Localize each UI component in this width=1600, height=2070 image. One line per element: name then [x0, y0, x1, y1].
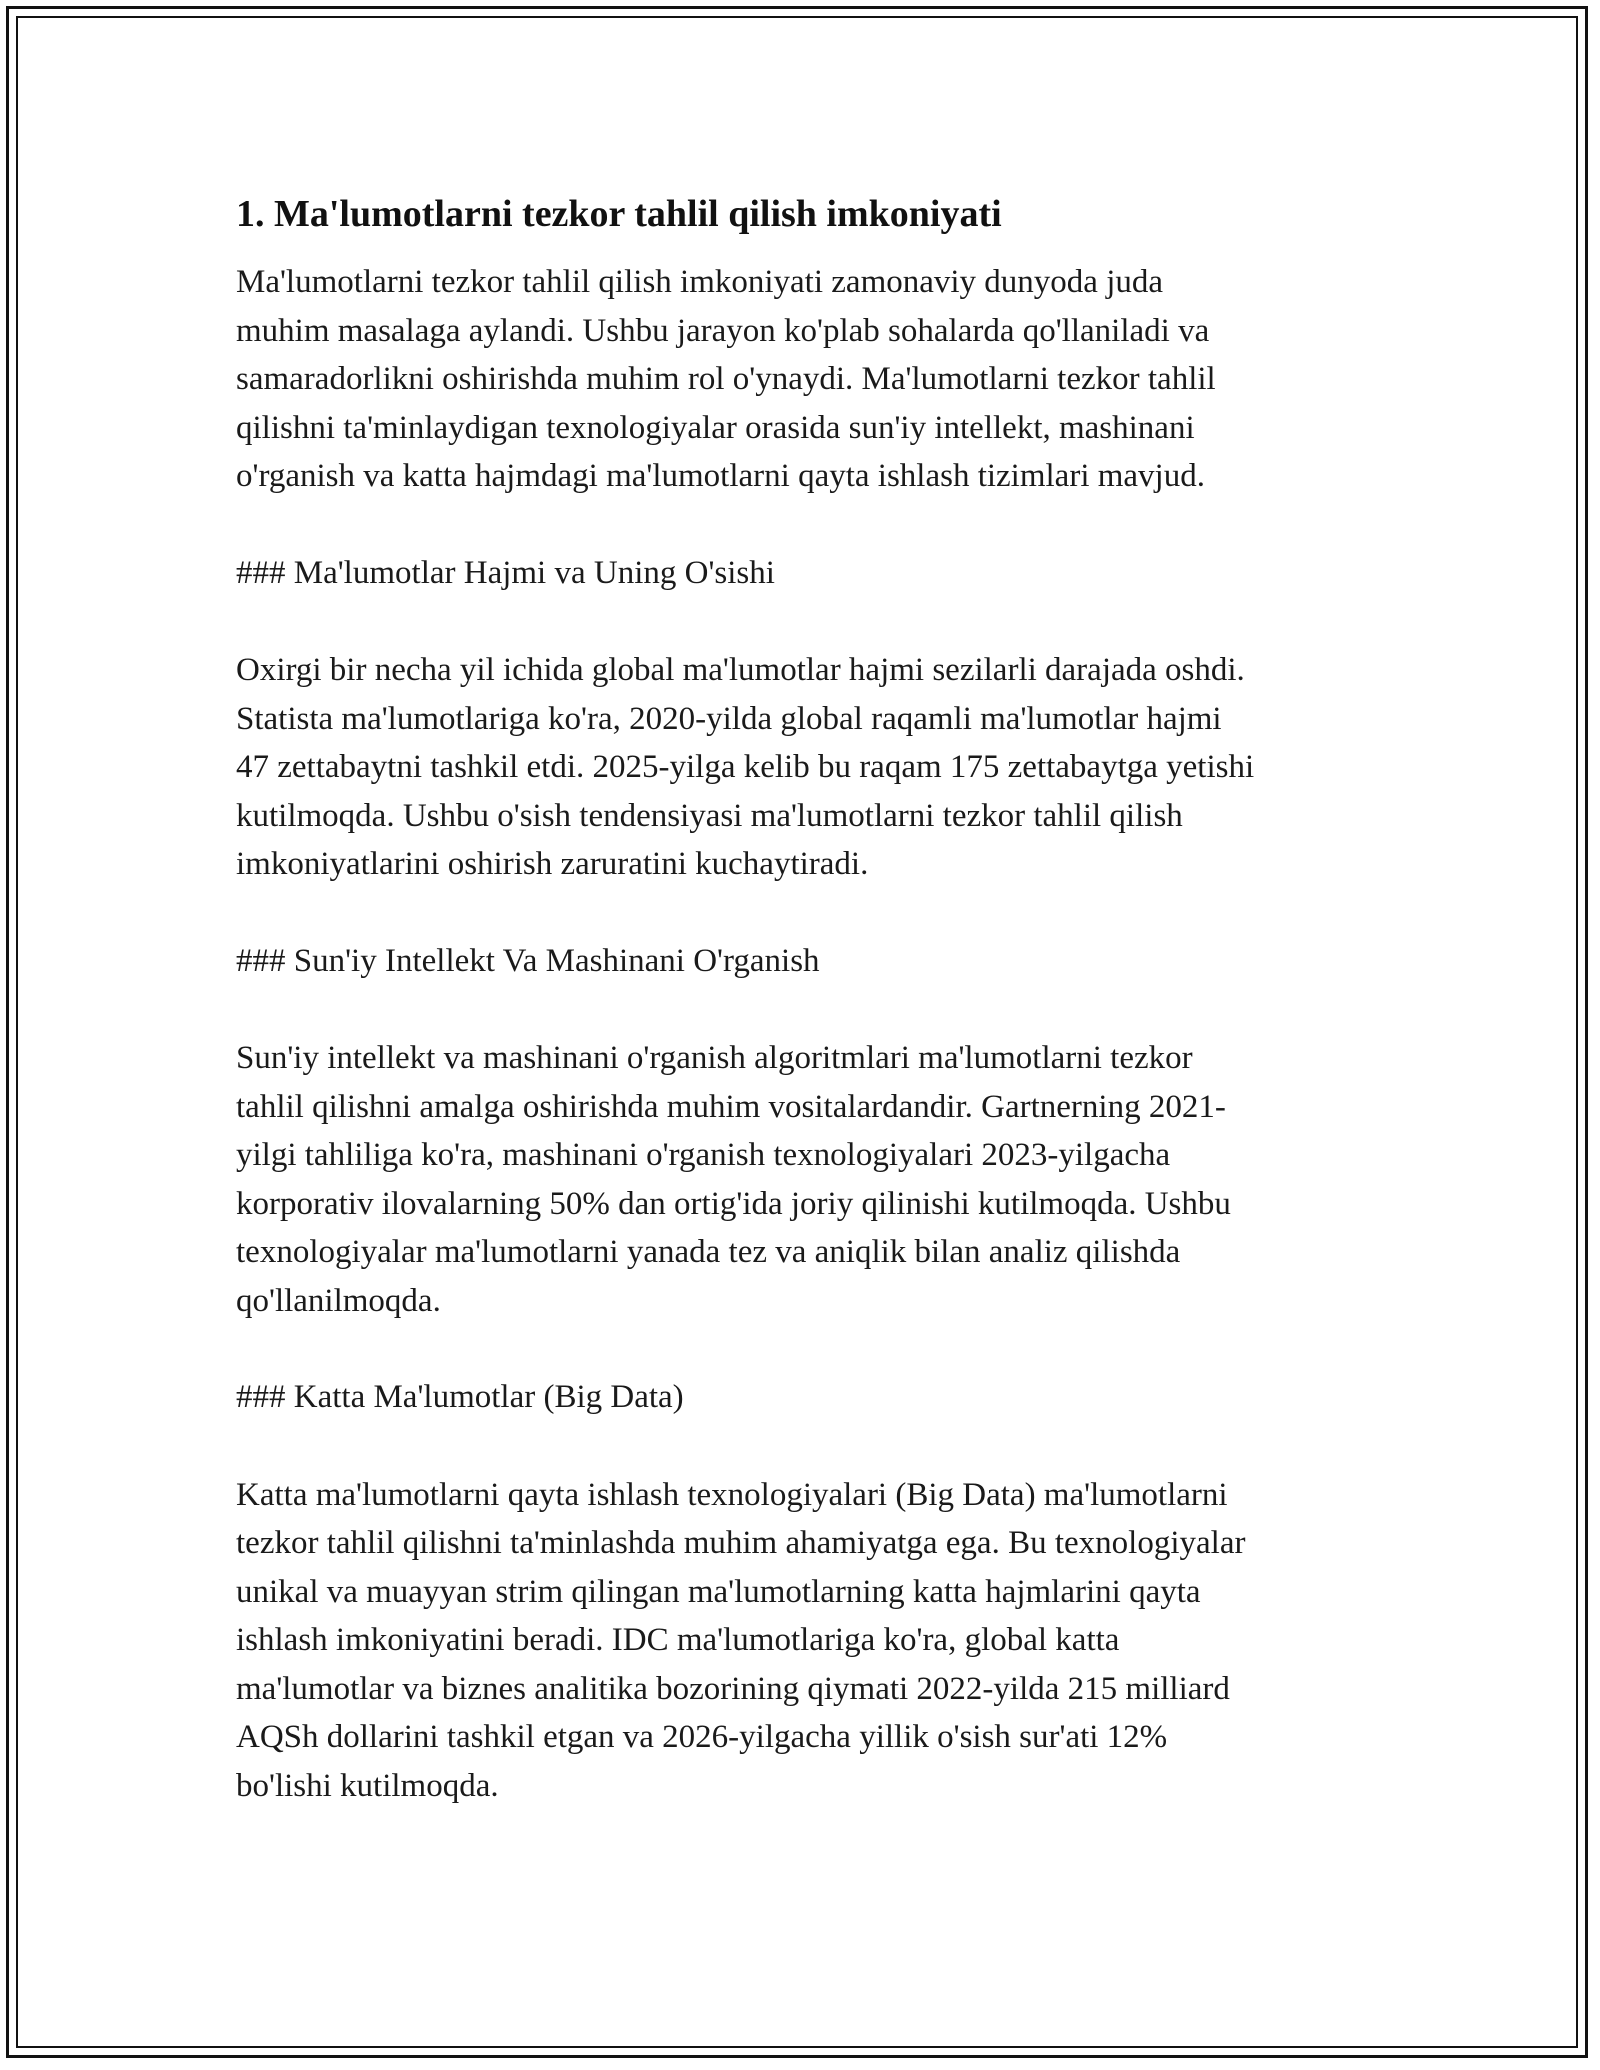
section-heading-data-volume: ### Ma'lumotlar Hajmi va Uning O'sishi — [236, 554, 775, 591]
document-title: 1. Ma'lumotlarni tezkor tahlil qilish imkoniyati — [236, 193, 1002, 235]
section-heading-big-data: ### Katta Ma'lumotlar (Big Data) — [236, 1379, 684, 1415]
document-body — [236, 188, 1376, 1810]
section-body-data-volume: Oxirgi bir necha yil ichida global ma'lumotlar hajmi sezilarli darajada oshdi. Statista ma'lumotlariga ko'ra, 2020-yilda global raqamli ma'lumotlar hajmi 47 zettabaytni tashkil etdi. 2025-yilga kelib bu raqam 175 zettabaytga yetishi kutilmoqda. Ushbu o'sish tendensiyasi ma'lumotlarni tezkor tahlil qilish imkoniyatlarini oshirish zaruratini kuchaytiradi. — [236, 652, 1255, 882]
section-body-big-data: Katta ma'lumotlarni qayta ishlash texnologiyalari (Big Data) ma'lumotlarni tezkor tahlil qilishni ta'minlashda muhim ahamiyatga ega. Bu texnologiyalar unikal va muayyan strim qilingan ma'lumotlarning katta hajmlarini qayta ishlash imkoniyatini beradi. IDC ma'lumotlariga ko'ra, global katta ma'lumotlar va biznes analitika bozorining qiymati 2022-yilda 215 milliard AQSh dollarini tashkil etgan va 2026-yilgacha yillik o'sish sur'ati 12% bo'lishi kutilmoqda. — [236, 1476, 1246, 1804]
section-body-ai-ml: Sun'iy intellekt va mashinani o'rganish algoritmlari ma'lumotlarni tezkor tahlil qilishni amalga oshirishda muhim vositalardandir. Gartnerning 2021- yilgi tahliliga ko'ra, mashinani o'rganish texnologiyalari 2023-yilgacha korporativ ilovalarning 50% dan ortig'ida joriy qilinishi kutilmoqda. Ushbu texnologiyalar ma'lumotlarni yanada tez va aniqlik bilan analiz qilishda qo'llanilmoqda. — [236, 1040, 1231, 1319]
section-heading-ai-ml: ### Sun'iy Intellekt Va Mashinani O'rganish — [236, 942, 820, 979]
intro-paragraph: Ma'lumotlarni tezkor tahlil qilish imkoniyati zamonaviy dunyoda juda muhim masalaga aylandi. Ushbu jarayon ko'plab sohalarda qo'llaniladi va samaradorlikni oshirishda muhim rol o'ynaydi. Ma'lumotlarni tezkor tahlil qilishni ta'minlaydigan texnologiyalar orasida sun'iy intellekt, mashinani o'rganish va katta hajmdagi ma'lumotlarni qayta ishlash tizimlari mavjud. — [236, 264, 1216, 494]
